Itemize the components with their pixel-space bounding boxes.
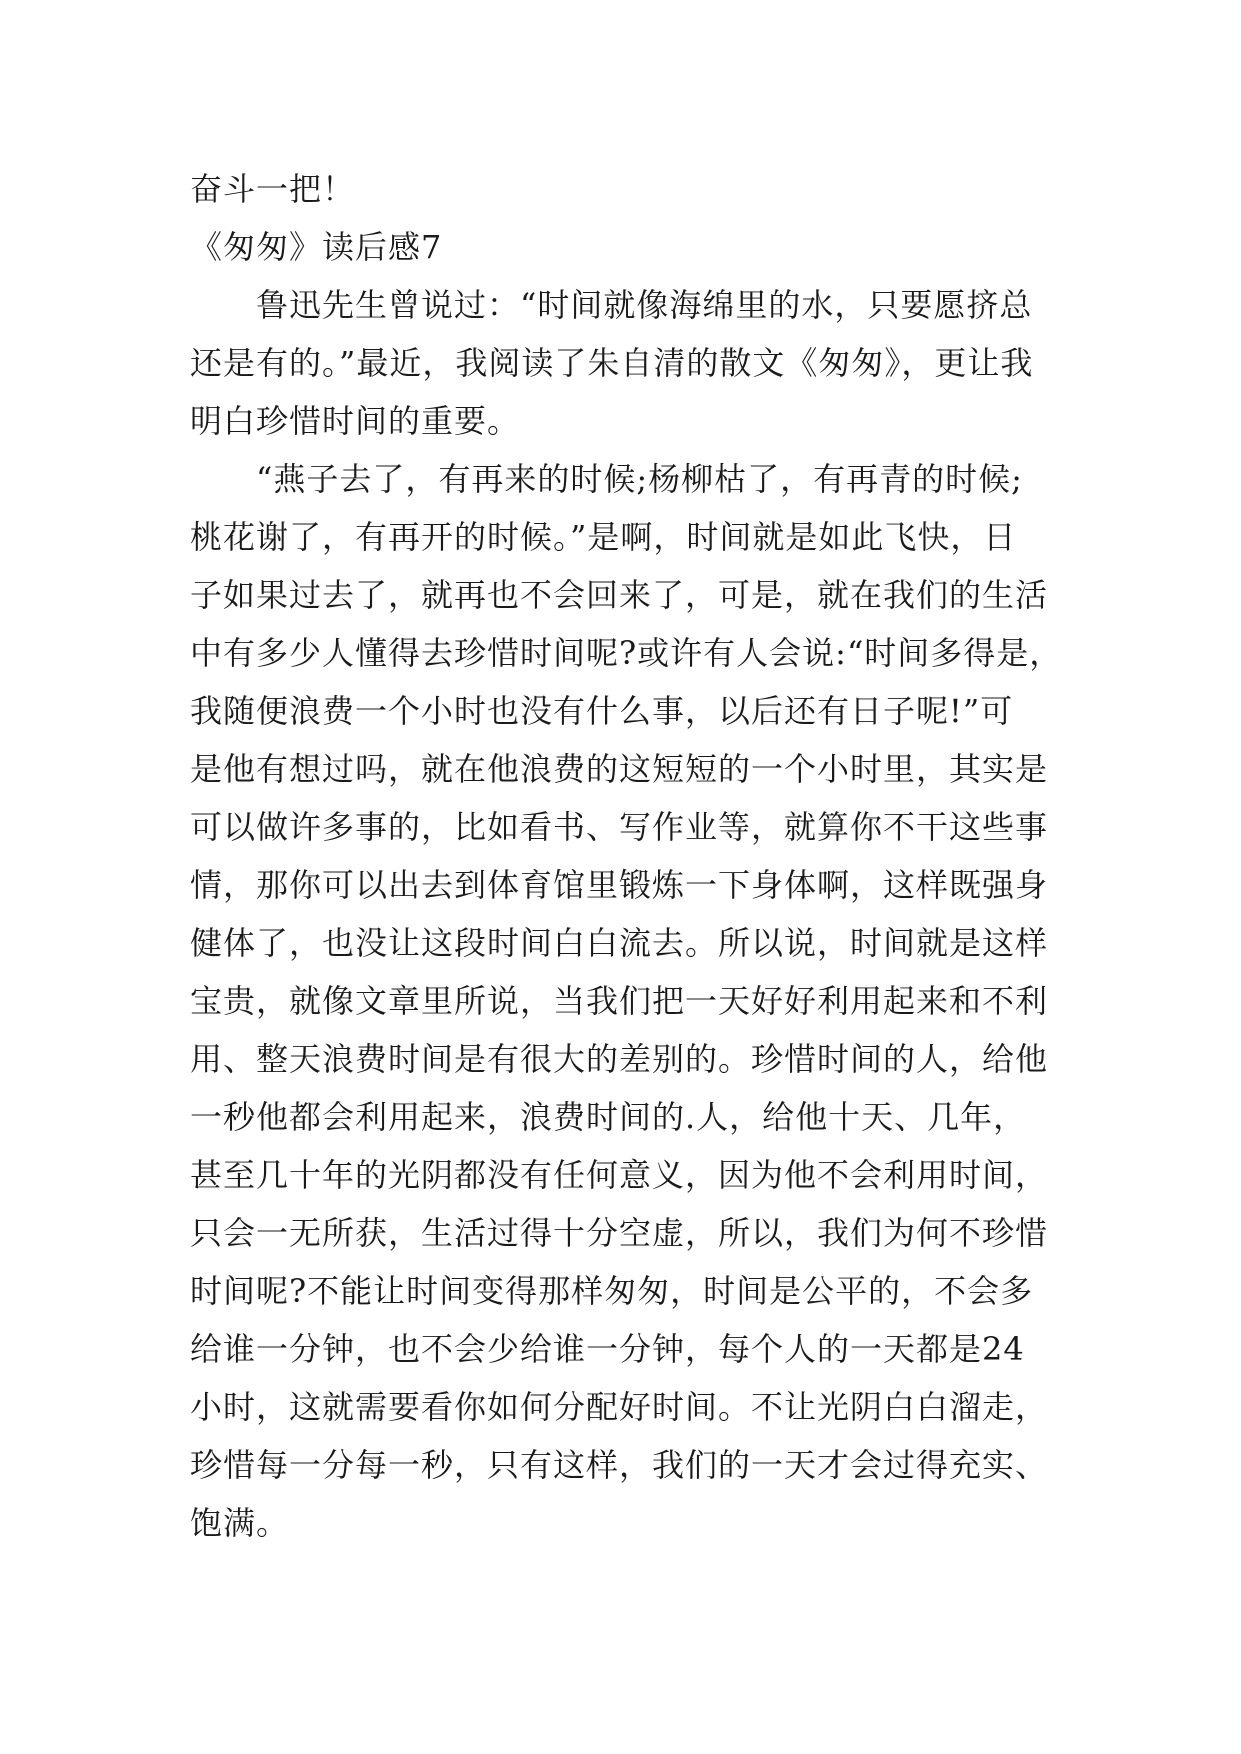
text-line-8: 子如果过去了，就再也不会回来了，可是，就在我们的生活 (190, 576, 1049, 614)
section-title: 《匆匆》读后感7 (190, 228, 443, 266)
text-line-13: 情，那你可以出去到体育馆里锻炼一下身体啊，这样既强身 (190, 866, 1049, 904)
text-line-18: 甚至几十年的光阴都没有任何意义，因为他不会利用时间， (190, 1156, 1049, 1194)
text-line-14: 健体了，也没让这段时间白白流去。所以说，时间就是这样 (190, 924, 1049, 962)
text-line-1: 奋斗一把！ (190, 170, 356, 208)
text-line-7: 桃花谢了，有再开的时候。”是啊，时间就是如此飞快，日 (190, 518, 1017, 556)
text-line-17: 一秒他都会利用起来，浪费时间的.人，给他十天、几年， (190, 1098, 1027, 1136)
text-line-21: 给谁一分钟，也不会少给谁一分钟，每个人的一天都是24 (190, 1330, 1025, 1368)
text-line-23: 珍惜每一分每一秒，只有这样，我们的一天才会过得充实、 (190, 1446, 1049, 1484)
text-line-24: 饱满。 (190, 1504, 290, 1542)
text-line-22: 小时，这就需要看你如何分配好时间。不让光阴白白溜走， (190, 1388, 1049, 1426)
text-line-6: “燕子去了，有再来的时候;杨柳枯了，有再青的时候; (190, 460, 1023, 498)
text-line-15: 宝贵，就像文章里所说，当我们把一天好好利用起来和不利 (190, 982, 1049, 1020)
text-line-9: 中有多少人懂得去珍惜时间呢?或许有人会说:“时间多得是， (190, 634, 1063, 672)
text-line-11: 是他有想过吗，就在他浪费的这短短的一个小时里，其实是 (190, 750, 1049, 788)
text-line-10: 我随便浪费一个小时也没有什么事，以后还有日子呢!”可 (190, 692, 1014, 730)
text-line-16: 用、整天浪费时间是有很大的差别的。珍惜时间的人，给他 (190, 1040, 1049, 1078)
text-line-20: 时间呢?不能让时间变得那样匆匆，时间是公平的，不会多 (190, 1272, 1034, 1310)
text-line-4: 还是有的。”最近，我阅读了朱自清的散文《匆匆》，更让我 (190, 344, 1034, 382)
text-line-5: 明白珍惜时间的重要。 (190, 402, 521, 440)
text-line-12: 可以做许多事的，比如看书、写作业等，就算你不干这些事 (190, 808, 1049, 846)
document-page (190, 160, 1063, 1552)
text-line-3: 鲁迅先生曾说过：“时间就像海绵里的水，只要愿挤总 (190, 286, 1033, 324)
text-line-19: 只会一无所获，生活过得十分空虚，所以，我们为何不珍惜 (190, 1214, 1049, 1252)
